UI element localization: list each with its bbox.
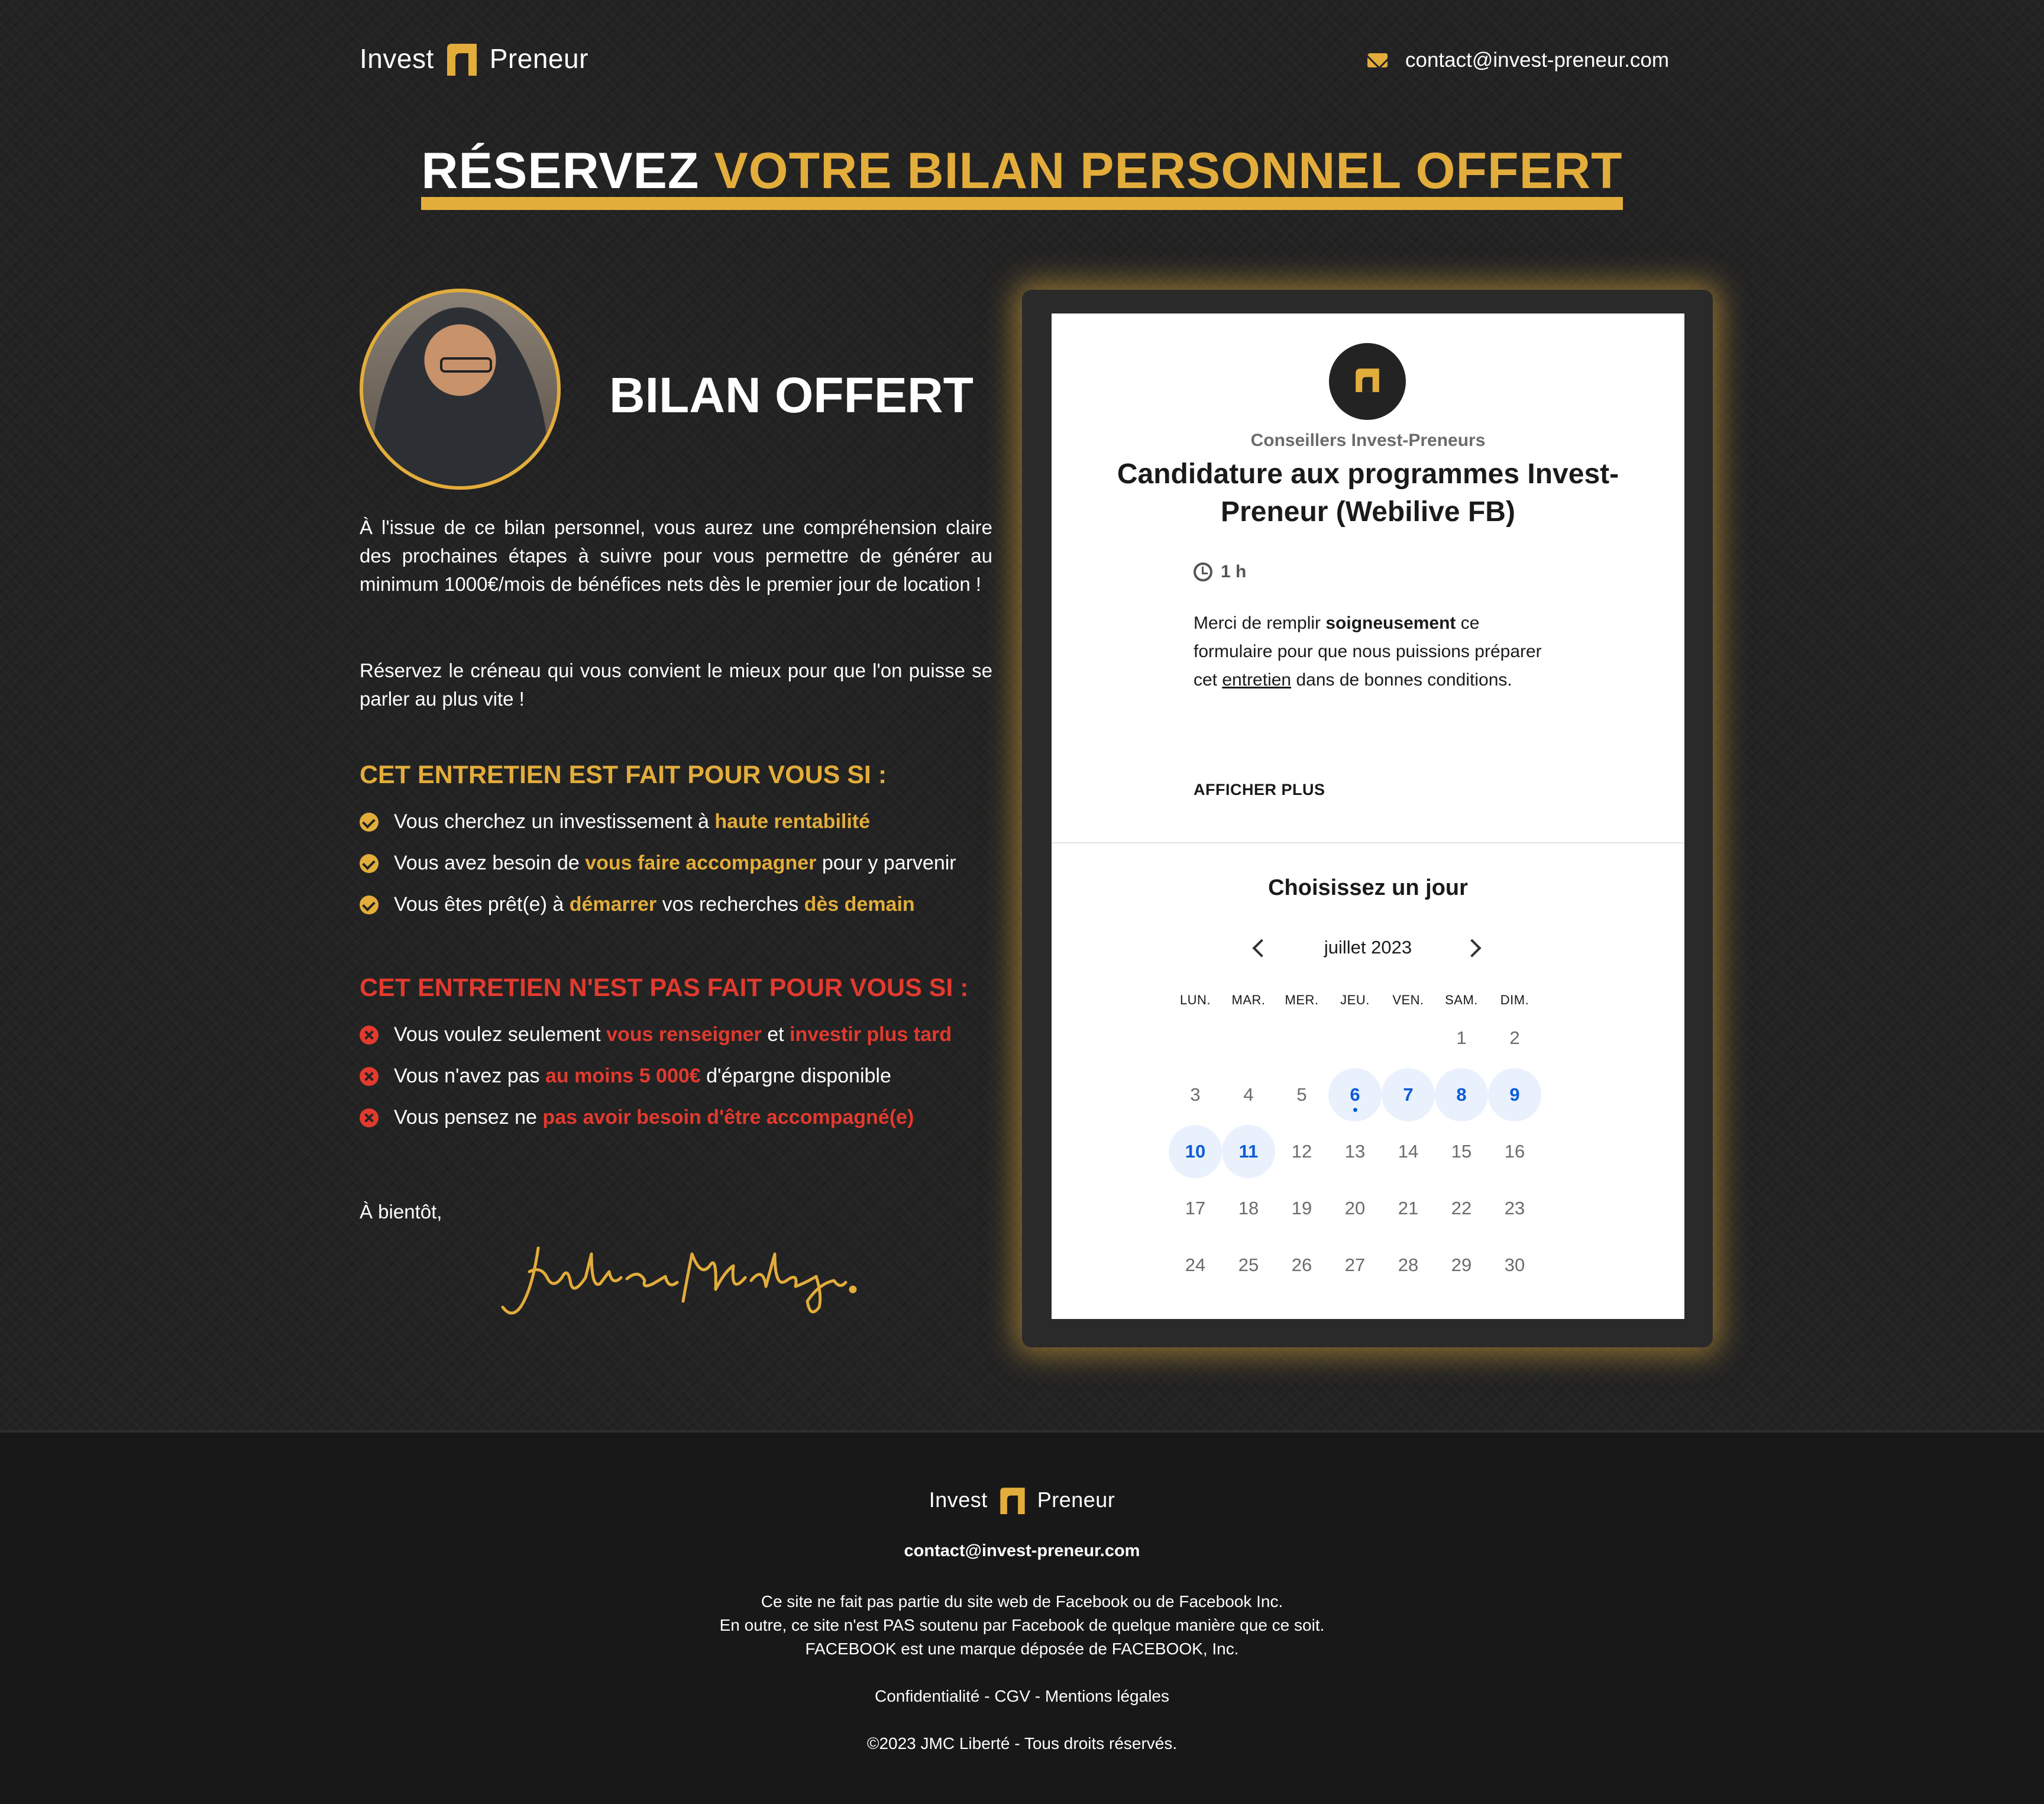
- calendar-day[interactable]: 11: [1222, 1125, 1275, 1178]
- calendar-day: 1: [1456, 1027, 1467, 1048]
- choose-day-heading: Choisissez un jour: [1268, 875, 1468, 900]
- calendar-day: 23: [1504, 1198, 1525, 1218]
- calendar-day: 18: [1238, 1198, 1259, 1218]
- logo-mark-icon: [998, 1486, 1027, 1514]
- bilan-heading: BILAN OFFERT: [609, 367, 974, 423]
- weekday-label: LUN.: [1179, 992, 1211, 1007]
- today-dot: [1353, 1108, 1357, 1112]
- logo-mark-icon: [445, 41, 479, 76]
- notfit-item: Vous pensez ne pas avoir besoin d'être accompagné(e): [360, 1106, 914, 1129]
- cross-icon: [360, 1067, 379, 1086]
- calendar-day: 4: [1243, 1084, 1254, 1105]
- calendar-day: 15: [1451, 1141, 1472, 1162]
- weekday-label: VEN.: [1392, 992, 1424, 1007]
- calendar-day: 17: [1185, 1198, 1206, 1218]
- calendar-day: 28: [1398, 1255, 1419, 1275]
- weekday-label: JEU.: [1340, 992, 1370, 1007]
- calendar-day[interactable]: 10: [1169, 1125, 1222, 1178]
- calendar-day: 27: [1344, 1255, 1366, 1275]
- booking-description: Merci de remplir soigneusement ce formulaire pour que nous puissions préparer cet entretien dans de bonnes conditions.: [1194, 613, 1542, 690]
- footer-disclaimer-1: Ce site ne fait pas partie du site web de Facebook ou de Facebook Inc.: [761, 1592, 1283, 1611]
- footer-disclaimer-3: FACEBOOK est une marque déposée de FACEBOOK, Inc.: [805, 1640, 1239, 1658]
- fit-item: Vous êtes prêt(e) à démarrer vos recherches dès demain: [360, 893, 915, 916]
- calendar-day: 2: [1509, 1027, 1520, 1048]
- calendar-day: 12: [1291, 1141, 1312, 1162]
- org-logo-icon: [1329, 343, 1406, 420]
- notfit-heading: CET ENTRETIEN N'EST PAS FAIT POUR VOUS SI :: [360, 974, 969, 1002]
- calendar-day[interactable]: 7: [1382, 1068, 1435, 1121]
- page-title-gold: VOTRE BILAN PERSONNEL OFFERT: [714, 143, 1623, 199]
- cross-icon: [360, 1026, 379, 1045]
- calendar-day[interactable]: 9: [1488, 1068, 1541, 1121]
- weekday-label: MER.: [1285, 992, 1319, 1007]
- calendar-day: 3: [1190, 1084, 1201, 1105]
- check-icon: [360, 854, 379, 873]
- calendar-day: 25: [1238, 1255, 1259, 1275]
- booking-widget[interactable]: [1052, 313, 1684, 1319]
- signature-image: [497, 1230, 863, 1325]
- intro-paragraph-2: Réservez le créneau qui vous convient le mieux pour que l'on puisse se parler au plus vite !: [360, 659, 992, 710]
- brand-logo[interactable]: [360, 41, 588, 76]
- footer-email[interactable]: contact@invest-preneur.com: [904, 1541, 1140, 1560]
- calendar-day[interactable]: 8: [1435, 1068, 1488, 1121]
- divider: [1052, 842, 1684, 843]
- calendar-day: 26: [1291, 1255, 1312, 1275]
- closing-greeting: À bientôt,: [360, 1201, 442, 1223]
- notfit-item: Vous n'avez pas au moins 5 000€ d'épargne disponible: [360, 1065, 891, 1088]
- footer-links[interactable]: Confidentialité - CGV - Mentions légales: [874, 1687, 1169, 1705]
- check-icon: [360, 813, 379, 832]
- calendar-day: 22: [1451, 1198, 1472, 1218]
- calendar-day: 19: [1291, 1198, 1312, 1218]
- weekday-label: MAR.: [1231, 992, 1266, 1007]
- show-more-button[interactable]: AFFICHER PLUS: [1194, 781, 1325, 798]
- page-title-white: RÉSERVEZ: [421, 143, 700, 199]
- notfit-item: Vous voulez seulement vous renseigner et investir plus tard: [360, 1023, 952, 1046]
- calendar-day: 29: [1451, 1255, 1472, 1275]
- brand-name-right: Preneur: [489, 43, 588, 74]
- calendar-day: 13: [1344, 1141, 1366, 1162]
- fit-item: Vous cherchez un investissement à haute rentabilité: [360, 810, 870, 833]
- fit-item: Vous avez besoin de vous faire accompagner pour y parvenir: [360, 852, 956, 875]
- advisor-avatar: [360, 289, 561, 490]
- booking-duration: 1 h: [1194, 562, 1246, 582]
- calendar-day: 24: [1185, 1255, 1206, 1275]
- footer-logo[interactable]: [929, 1486, 1115, 1514]
- calendar-day: 30: [1504, 1255, 1525, 1275]
- calendar-day: 16: [1504, 1141, 1525, 1162]
- mail-icon: [1367, 53, 1388, 67]
- footer-copyright: ©2023 JMC Liberté - Tous droits réservés.: [866, 1734, 1178, 1753]
- footer: [0, 1430, 2044, 1804]
- booking-title: Candidature aux programmes Invest-Preneur (Webilive FB): [1117, 458, 1619, 528]
- weekday-label: SAM.: [1445, 992, 1478, 1007]
- intro-paragraph-1: À l'issue de ce bilan personnel, vous aurez une compréhension claire des prochaines étapes à suivre pour vous permettre de générer au minimum 1000€/mois de bénéfices nets dès le premier jour de location !: [360, 516, 992, 595]
- calendar-day: 14: [1398, 1141, 1419, 1162]
- calendar-month: juillet 2023: [1324, 937, 1412, 958]
- calendar-day[interactable]: 6: [1328, 1068, 1382, 1121]
- brand-name-left: Invest: [360, 43, 434, 74]
- calendar-day: 5: [1296, 1084, 1307, 1105]
- weekday-label: DIM.: [1500, 992, 1529, 1007]
- calendar-day: 21: [1398, 1198, 1419, 1218]
- header-contact[interactable]: [1367, 49, 1669, 72]
- cross-icon: [360, 1108, 379, 1127]
- header-email[interactable]: contact@invest-preneur.com: [1405, 49, 1670, 72]
- page-title: [0, 142, 2044, 206]
- booking-org: Conseillers Invest-Preneurs: [1250, 431, 1486, 450]
- footer-disclaimer-2: En outre, ce site n'est PAS soutenu par Facebook de quelque manière que ce soit.: [719, 1616, 1325, 1634]
- fit-heading: CET ENTRETIEN EST FAIT POUR VOUS SI :: [360, 761, 887, 789]
- footer-brand-right: Preneur: [1037, 1488, 1115, 1512]
- clock-icon: [1194, 562, 1212, 581]
- calendar-day: 20: [1344, 1198, 1366, 1218]
- check-icon: [360, 895, 379, 914]
- footer-brand-left: Invest: [929, 1488, 988, 1512]
